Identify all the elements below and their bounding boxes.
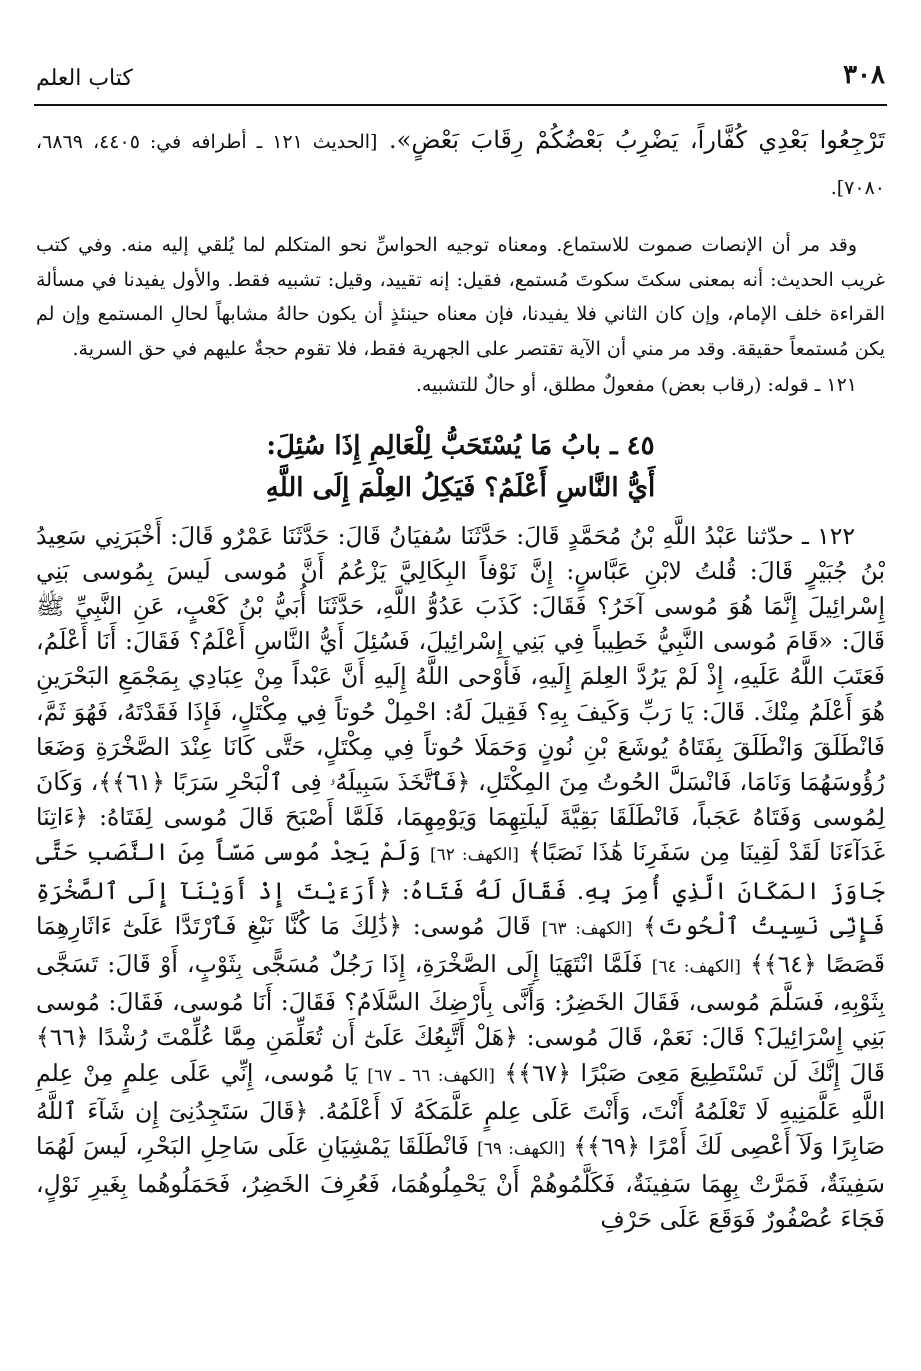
book-title: كتاب العلم <box>36 66 133 91</box>
page-content <box>36 118 885 1238</box>
page-header <box>34 60 887 100</box>
quran-reference-1: [الكهف: ٦٢] <box>429 845 519 866</box>
hadith-122 <box>36 519 885 1238</box>
hadith-part-1: ١٢٢ ـ حدّثنا عَبْدُ اللَّهِ بْنُ مُحَمَّدٍ قَالَ: حَدَّثَنَا سُفيَانُ قَالَ: حَدَّثَنَا عَمْرٌو قَالَ: أَخْبَرَنِي سَعِيدُ بْنُ جُبَيْرٍ قَالَ: قُلتُ لابْنِ عَبَّاسٍ: إِنَّ نَوْفاً البِكَالِيَّ يَزْعُمُ أَنَّ مُوسى لَيسَ بِمُوسى بَنِي إِسْرائِيلَ إِنَّمَا هُوَ مُوسى آخَرُ؟ فَقَالَ: كَذَبَ عَدُوُّ اللَّهِ، حَدَّثَنَا أُبَيُّ بْنُ كَعْبٍ، عَنِ النَّبِيِّ ﷺ قَالَ: «قَامَ مُوسى النَّبِيُّ خَطِيباً فِي بَنِي إِسْرائِيلَ، فَسُئِلَ أَيُّ النَّاسِ أَعْلَمُ؟ فَقَالَ: أَنَا أَعْلَمُ، فَعَتَبَ اللَّهُ عَلَيهِ، إِذْ لَمْ يَرُدَّ العِلمَ إِلَيهِ، فَأَوْحى اللَّهُ إِلَيهِ أَنَّ عَبْداً مِنْ عِبَادِي بِمَجْمَعِ البَحْرَينِ هُوَ أَعْلَمُ مِنْكَ. قَالَ: يَا رَبِّ وَكَيفَ بِهِ؟ فَقِيلَ لَهُ: احْمِلْ حُوتاً فِي مِكْتَلٍ، فَإِذَا فَقَدْتَهُ، فَهُوَ ثَمَّ، فَانْطَلَقَ وَانْطَلَقَ بِفَتَاهُ يُوشَعَ بْنِ نُونٍ وَحَمَلَا حُوتاً فِي مِكْتَلٍ، حَتَّى كَانَا عِنْدَ الصَّخْرَةِ وَضَعَا رُؤُوسَهُمَا وَنَامَا، فَانْسَلَّ الحُوتُ مِنَ المِكْتَلِ، ﴿فَٱتَّخَذَ سَبِيلَهُۥ فِى ٱلْبَحْرِ سَرَبًا ﴿٦١﴾﴾، وَكَانَ لِمُوسى وَفَتَاهُ عَجَباً، فَانْطَلَقَا بَقِيَّةَ لَيلَتِهِمَا وَيَوْمِهِمَا، فَلَمَّا أَصْبَحَ قَالَ مُوسى لِفَتَاهُ: ﴿ءَاتِنَا غَدَآءَنَا لَقَدْ لَقِينَا مِن سَفَرِنَا هَٰذَا نَصَبًا﴾ <box>36 521 885 867</box>
chapter-heading <box>36 425 885 509</box>
chapter-title-line-2: أَيُّ النَّاسِ أَعْلَمُ؟ فَيَكِلُ العِلْمَ إِلَى اللَّهِ <box>265 472 656 503</box>
hadith-tail-reference: [الحديث ١٢١ ـ أطرافه في: ٤٤٠٥، ٦٨٦٩، ٧٠٨٠]. <box>36 131 885 199</box>
hadith-part-2: وَلَمْ يَجِدْ مُوسى مَسّاً مِنَ النَّصَبِ حَتَّى جَاوَزَ المَكَانَ الَّذِي أُمِرَ بِهِ. فَقَالَ لَهُ فَتَاهُ: ﴿أَرَءَيْتَ إِذْ أَوَيْنَآ إِلَى ٱلصَّخْرَةِ فَإِنِّى نَسِيتُ ٱلْحُوتَ﴾ <box>36 838 885 940</box>
hadith-part-4: فَلَمَّا انْتَهَيَا إِلَى الصَّخْرَةِ، إِذَا رَجُلٌ مُسَجًّى بِثَوْبٍ، أَوْ قَالَ: تَسَجَّى بِثَوْبِهِ، فَسَلَّمَ مُوسى، فَقَالَ الخَضِرُ: وَأَنَّى بِأَرْضِكَ السَّلَامُ؟ فَقَالَ: أَنَا مُوسى، فَقَالَ: مُوسى بَنِي إِسْرَائِيلَ؟ قَالَ: نَعَمْ، قَالَ مُوسى: ﴿هَلْ أَتَّبِعُكَ عَلَىٰٓ أَن تُعَلِّمَنِ مِمَّا عُلِّمْتَ رُشْدًا ﴿٦٦﴾ قَالَ إِنَّكَ لَن تَسْتَطِيعَ مَعِىَ صَبْرًا ﴿٦٧﴾﴾ <box>36 949 885 1087</box>
quran-reference-2: [الكهف: ٦٣] <box>541 918 633 939</box>
quran-reference-4: [الكهف: ٦٦ ـ ٦٧] <box>367 1065 495 1086</box>
hadith-text <box>36 519 885 1238</box>
hadith-part-3: قَالَ مُوسى: ﴿ذَٰلِكَ مَا كُنَّا نَبْغِ فَٱرْتَدَّا عَلَىٰٓ ءَاثَارِهِمَا قَصَصًا ﴿٦٤﴾﴾ <box>36 911 885 978</box>
hadith-part-6: فَانْطَلَقَا يَمْشِيَانِ عَلَى سَاحِلِ البَحْرِ، لَيسَ لَهُمَا سَفِينَةٌ، فَمَرَّتْ بِهِمَا سَفِينَةٌ، فَكَلَّمُوهُمْ أَنْ يَحْمِلُوهُمَا، فَعُرِفَ الخَضِرُ، فَحَمَلُوهُما بِغَيرِ نَوْلٍ، فَجَاءَ عُصْفُورٌ فَوَقَعَ عَلَى حَرْفِ <box>36 1131 885 1234</box>
commentary-section <box>36 228 885 403</box>
chapter-title-line-1: ٤٥ ـ بابُ مَا يُسْتَحَبُّ لِلْعَالِمِ إِذَا سُئِلَ: <box>266 430 655 461</box>
commentary-note: ١٢١ ـ قوله: (رقاب بعض) مفعولٌ مطلق، أو حالٌ للتشبيه. <box>415 374 857 396</box>
header-divider <box>34 104 887 106</box>
previous-hadith-ending <box>36 118 885 210</box>
quran-reference-3: [الكهف: ٦٤] <box>651 956 741 977</box>
quran-reference-5: [الكهف: ٦٩] <box>477 1138 566 1159</box>
hadith-part-5: يَا مُوسى، إِنِّي عَلَى عِلمٍ مِنْ عِلمِ اللَّهِ عَلَّمَنِيهِ لَا تَعْلَمُهُ أَنْتَ، وَأَنْتَ عَلَى عِلمٍ عَلَّمَكَهُ لَا أَعْلَمُهُ. ﴿قَالَ سَتَجِدُنِىٓ إِن شَآءَ ٱللَّهُ صَابِرًا وَلَآ أَعْصِى لَكَ أَمْرًا ﴿٦٩﴾﴾ <box>36 1058 885 1160</box>
commentary-paragraph: وقد مر أن الإنصات صموت للاستماع. ومعناه توجيه الحواسِّ نحو المتكلم لما يُلقي إليه منه. وفي كتب غريب الحديث: أنه بمعنى سكتَ سكوتَ مُستمع، فقيل: إنه تقييد، وقيل: تشبيه فقط. والأول يفيدنا في مسألة القراءة خلف الإمام، وإن كان الثاني فلا يفيدنا، فإن معناه حينئذٍ أن يكون حالهُ مشابهاً لحالِ المستمع وإن لم يكن مُستمعاً حقيقة. وقد مر مني أن الآية تقتصر على الجهرية فقط، فلا تقوم حجةٌ عليهم في حق السرية. <box>36 234 885 360</box>
hadith-tail-text: تَرْجِعُوا بَعْدِي كُفَّاراً، يَضْرِبُ بَعْضُكُمْ رِقَابَ بَعْضٍ». <box>389 126 885 154</box>
page-number: ٣٠٨ <box>843 60 885 90</box>
